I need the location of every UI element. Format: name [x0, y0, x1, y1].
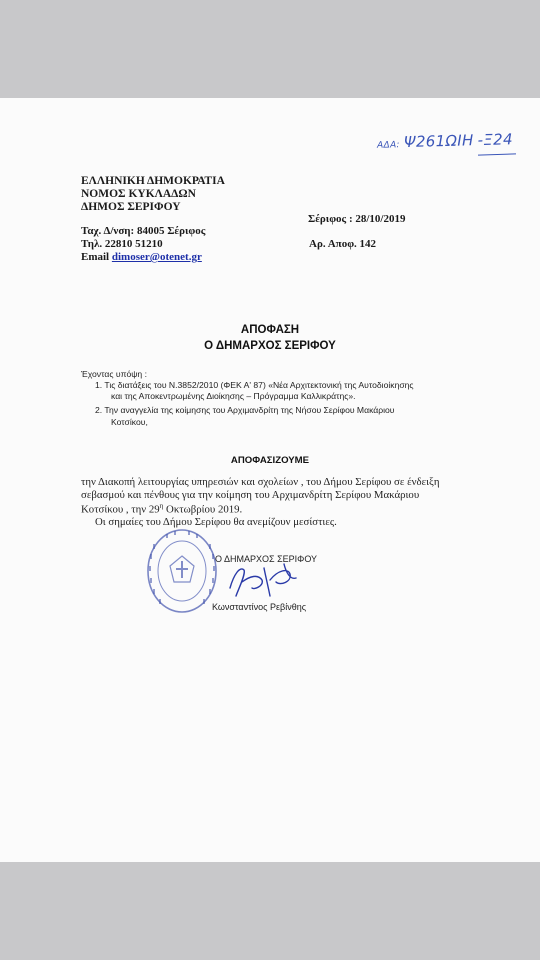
- municipal-seal: [144, 526, 220, 616]
- decision-paragraph-line-3: [81, 502, 242, 516]
- ada-suffix: -Ξ24: [477, 130, 514, 150]
- document-title: ΑΠΟΦΑΣΗ: [240, 324, 300, 336]
- document-subtitle: Ο ΔΗΜΑΡΧΟΣ ΣΕΡΙΦΟΥ: [204, 340, 336, 352]
- address-line: Ταχ. Δ/νση: 84005 Σέριφος: [81, 225, 206, 237]
- decision-line-3-end: Οκτωβρίου 2019.: [163, 503, 243, 516]
- date-line: Σέριφος : 28/10/2019: [308, 213, 406, 225]
- decide-heading: ΑΠΟΦΑΣΙΖΟΥΜΕ: [230, 455, 310, 466]
- considering-item-1: 1. Τις διατάξεις του Ν.3852/2010 (ΦΕΚ Α' 87) «Νέα Αρχιτεκτονική της Αυτοδιοίκησης: [95, 380, 414, 390]
- top-gray-band: [0, 0, 540, 98]
- flags-half-mast-line: Οι σημαίες του Δήμου Σερίφου θα ανεμίζουν μεσίστιες.: [95, 516, 337, 528]
- signature-role: Ο ΔΗΜΑΡΧΟΣ ΣΕΡΙΦΟΥ: [215, 554, 318, 564]
- decision-number: Αρ. Αποφ. 142: [309, 238, 377, 250]
- bottom-gray-band: [0, 862, 540, 960]
- decision-paragraph-line-2: σεβασμού και πένθους για την κοίμηση του Αρχιμανδρίτη Σερίφου Μακάριου: [81, 489, 420, 501]
- considering-item-2-cont: Κοτσίκου,: [111, 417, 148, 427]
- ada-underline: [478, 153, 516, 155]
- decision-line-3-start: Κοτσίκου , την 29: [81, 503, 160, 516]
- decision-paragraph-line-1: την Διακοπή λειτουργίας υπηρεσιών και σχολείων , του Δήμου Σερίφου σε ένδειξη: [81, 476, 440, 488]
- ada-prefix: ΑΔΑ:: [376, 140, 400, 151]
- considering-item-2: 2. Την αναγγελία της κοίμησης του Αρχιμανδρίτη της Νήσου Σερίφου Μακάριου: [95, 405, 395, 415]
- considering-item-1-cont: και της Αποκεντρωμένης Διοίκησης – Πρόγραμμα Καλλικράτης».: [111, 391, 356, 401]
- considering-intro: Έχοντας υπόψη :: [81, 369, 147, 379]
- signatory-name: Κωνσταντίνος Ρεβίνθης: [212, 602, 307, 612]
- handwritten-signature: [224, 560, 314, 600]
- ada-code: Ψ261ΩΙΗ: [403, 131, 474, 152]
- email-link[interactable]: dimoser@otenet.gr: [111, 251, 202, 263]
- header-prefecture: ΝΟΜΟΣ ΚΥΚΛΑΔΩΝ: [81, 188, 196, 200]
- email-label: Email: [81, 251, 110, 263]
- header-municipality: ΔΗΜΟΣ ΣΕΡΙΦΟΥ: [81, 201, 181, 213]
- email-line: [81, 250, 202, 264]
- document-page: [0, 98, 540, 862]
- ada-handwritten-note: [377, 130, 513, 152]
- phone-line: Τηλ. 22810 51210: [81, 238, 163, 250]
- ordinal-superscript: η: [159, 502, 164, 510]
- header-republic: ΕΛΛΗΝΙΚΗ ΔΗΜΟΚΡΑΤΙΑ: [81, 175, 225, 187]
